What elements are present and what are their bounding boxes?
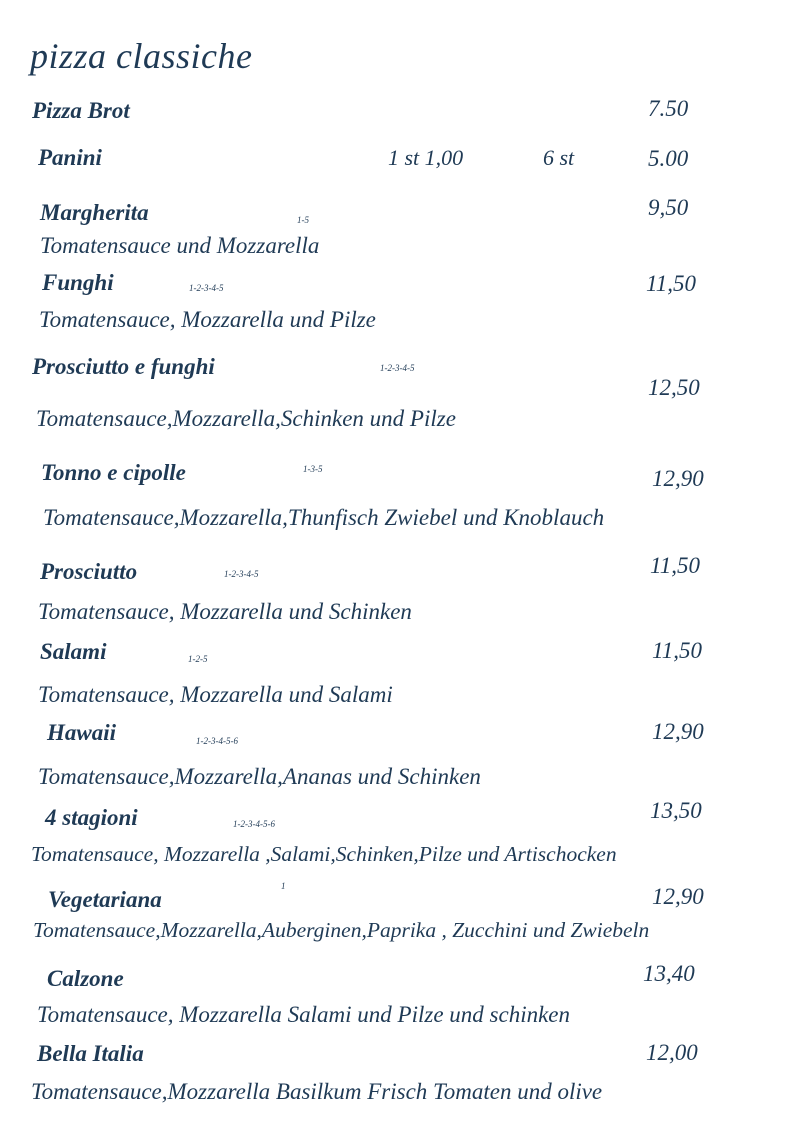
item-desc-funghi: Tomatensauce, Mozzarella und Pilze [39, 307, 376, 332]
item-name-tonno-e-cipolle: Tonno e cipolle [41, 460, 186, 485]
item-price-panini: 5.00 [648, 146, 689, 171]
item-name-vegetariana: Vegetariana [48, 887, 162, 912]
item-desc-bella-italia: Tomatensauce,Mozzarella Basilkum Frisch Tomaten und olive [31, 1079, 603, 1104]
item-desc-prosciutto-e-funghi: Tomatensauce,Mozzarella,Schinken und Pilze [36, 406, 456, 431]
item-code-hawaii: 1-2-3-4-5-6 [196, 736, 238, 746]
item-price-prosciutto-e-funghi: 12,50 [648, 375, 700, 400]
item-name-calzone: Calzone [47, 966, 124, 991]
item-desc-hawaii: Tomatensauce,Mozzarella,Ananas und Schinken [38, 764, 481, 789]
item-desc-salami: Tomatensauce, Mozzarella und Salami [38, 682, 393, 707]
item-desc-calzone: Tomatensauce, Mozzarella Salami und Pilze und schinken [37, 1002, 570, 1027]
item-name-margherita: Margherita [40, 200, 149, 225]
item-price-bella-italia: 12,00 [646, 1040, 698, 1065]
item-code-margherita: 1-5 [297, 215, 309, 225]
item-code-tonno-e-cipolle: 1-3-5 [303, 464, 323, 474]
item-name-funghi: Funghi [42, 270, 114, 295]
item-name-prosciutto: Prosciutto [40, 559, 138, 584]
item-desc-margherita: Tomatensauce und Mozzarella [40, 233, 320, 258]
item-price-pizza-brot: 7.50 [648, 96, 689, 121]
item-desc-tonno-e-cipolle: Tomatensauce,Mozzarella,Thunfisch Zwiebel und Knoblauch [43, 505, 605, 530]
item-code-4-stagioni: 1-2-3-4-5-6 [233, 819, 275, 829]
item-price-vegetariana: 12,90 [652, 884, 704, 909]
item-name-hawaii: Hawaii [47, 720, 117, 745]
item-price-4-stagioni: 13,50 [650, 798, 702, 823]
item-code-salami: 1-2-5 [188, 654, 208, 664]
item-code-vegetariana: 1 [281, 881, 286, 891]
item-name-bella-italia: Bella Italia [37, 1041, 144, 1066]
item-name-prosciutto-e-funghi: Prosciutto e funghi [32, 354, 215, 379]
item-price-margherita: 9,50 [648, 195, 689, 220]
item-qty-6-panini: 6 st [543, 145, 575, 170]
item-price-tonno-e-cipolle: 12,90 [652, 466, 704, 491]
item-name-4-stagioni: 4 stagioni [45, 805, 138, 830]
item-code-prosciutto: 1-2-3-4-5 [224, 569, 259, 579]
item-name-pizza-brot: Pizza Brot [32, 98, 130, 123]
menu-title: pizza classiche [30, 36, 253, 76]
item-code-funghi: 1-2-3-4-5 [189, 283, 224, 293]
item-desc-prosciutto: Tomatensauce, Mozzarella und Schinken [38, 599, 412, 624]
item-price-prosciutto: 11,50 [650, 553, 701, 578]
item-name-salami: Salami [40, 639, 107, 664]
item-code-prosciutto-e-funghi: 1-2-3-4-5 [380, 363, 415, 373]
item-name-panini: Panini [38, 145, 102, 170]
item-price-salami: 11,50 [652, 638, 703, 663]
item-desc-4-stagioni: Tomatensauce, Mozzarella ,Salami,Schinken,Pilze und Artischocken [31, 842, 617, 866]
item-price-calzone: 13,40 [643, 961, 695, 986]
item-qty-1-panini: 1 st 1,00 [388, 145, 464, 170]
item-price-hawaii: 12,90 [652, 719, 704, 744]
item-price-funghi: 11,50 [646, 271, 697, 296]
item-desc-vegetariana: Tomatensauce,Mozzarella,Auberginen,Paprika , Zucchini und Zwiebeln [33, 918, 650, 942]
